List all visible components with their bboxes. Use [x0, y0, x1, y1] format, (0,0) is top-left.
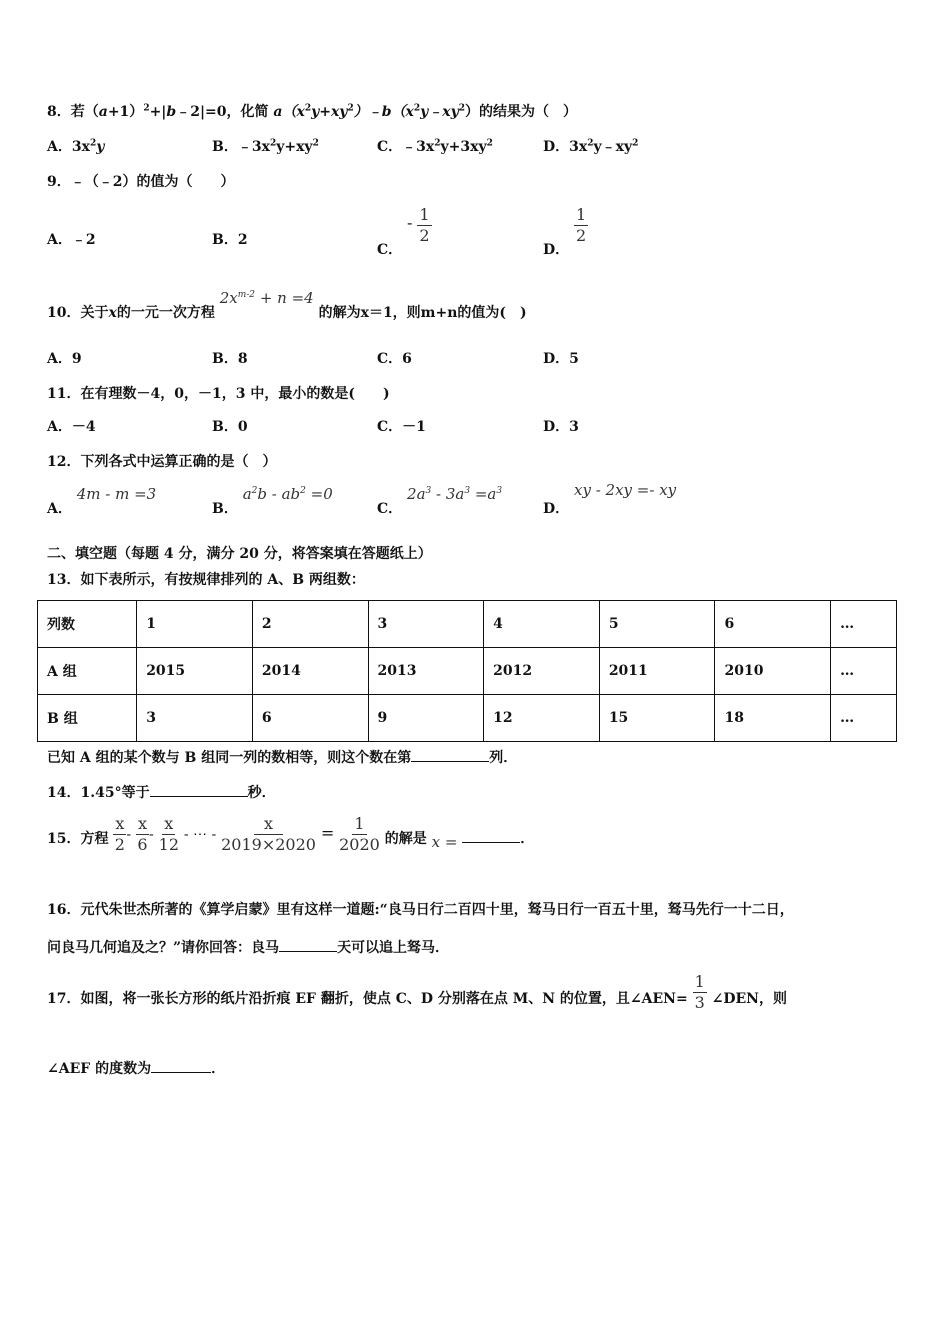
q10-option-c[interactable]: C．6: [377, 351, 412, 367]
fraction: $\frac{1}{2}$: [576, 205, 587, 245]
table-cell: 2011: [599, 648, 715, 695]
table-cell: 6: [252, 695, 368, 742]
q17-line2: ∠AEF 的度数为 ．: [47, 1061, 226, 1077]
table-cell: …: [831, 695, 897, 742]
q13-stem: 13．如下表所示，有按规律排列的 A、B 两组数：: [47, 572, 365, 588]
q9-option-d[interactable]: D． $\frac{1}{2}$: [543, 205, 587, 258]
q13-question: 已知 A 组的某个数与 B 组同一列的数相等，则这个数在第 列．: [47, 750, 518, 766]
table-cell: 2012: [484, 648, 600, 695]
table-cell: 列数: [38, 601, 137, 648]
q9-stem: 9．﹣（﹣2）的值为（ ）: [47, 174, 235, 190]
q17-line1: 17．如图，将一张长方形的纸片沿折痕 EF 翻折，使点 C、D 分别落在点 M、N 的位置，且∠AEN= $\frac{1}{3}$ ∠DEN，则: [47, 972, 787, 1012]
table-cell: …: [831, 648, 897, 695]
q12-option-b[interactable]: B． $a^2b - ab^2 =0$: [212, 485, 333, 517]
q14: 14．1.45°等于 秒．: [47, 785, 276, 801]
table-row: [38, 648, 897, 695]
q10-option-d[interactable]: D．5: [543, 351, 579, 367]
q8-option-d[interactable]: D．$3x^2y﹣xy^2$: [543, 138, 639, 155]
table-cell: 5: [599, 601, 715, 648]
answer-blank[interactable]: [150, 784, 248, 797]
q12-stem: 12．下列各式中运算正确的是（ ）: [47, 454, 277, 470]
table-cell: 2013: [368, 648, 484, 695]
q11-option-a[interactable]: A．－4: [47, 419, 96, 435]
table-cell: 15: [599, 695, 715, 742]
q11-option-d[interactable]: D．3: [543, 419, 579, 435]
table-cell: 3: [368, 601, 484, 648]
table-cell: …: [831, 601, 897, 648]
q8-option-c[interactable]: C．$﹣3x^2y+3xy^2$: [377, 138, 493, 155]
q8-option-a[interactable]: A．$3x^2y$: [47, 138, 105, 155]
q15: 15．方程 $\frac{x}{2}$ - $\frac{x}{6}$ - $\frac{x}{12}$ - ⋯ - $\frac{x}{2019\times 2020}$ = $\frac{1}{2020}$ 的解是 x = ．: [47, 814, 535, 854]
q10-option-b[interactable]: B．8: [212, 351, 248, 367]
fraction: $\frac{x}{12}$: [158, 814, 179, 854]
table-cell: 3: [137, 695, 253, 742]
table-row: [38, 695, 897, 742]
section-heading: 二、填空题（每题 4 分，满分 20 分，将答案填在答题纸上）: [47, 546, 432, 562]
fraction: $\frac{1}{2020}$: [339, 814, 380, 854]
fraction: $\frac{1}{3}$: [694, 972, 705, 1012]
table-cell: 4: [484, 601, 600, 648]
fraction: $\frac{x}{6}$: [137, 814, 148, 854]
table-cell: 9: [368, 695, 484, 742]
q11-stem: 11．在有理数－4，0，－1，3 中，最小的数是( ): [47, 386, 390, 402]
q12-option-a[interactable]: A． 4m - m =3: [47, 485, 157, 517]
answer-blank[interactable]: [411, 749, 489, 762]
fraction: $\frac{1}{2}$: [419, 205, 430, 245]
table-cell: 2010: [715, 648, 831, 695]
answer-blank[interactable]: [151, 1060, 211, 1073]
q11-option-b[interactable]: B．0: [212, 419, 248, 435]
table-cell: B 组: [38, 695, 137, 742]
table-cell: 1: [137, 601, 253, 648]
table-cell: 2014: [252, 648, 368, 695]
q16-line2: 问良马几何追及之？”请你回答：良马 天可以追上驽马．: [47, 940, 450, 956]
q9-option-b[interactable]: B．2: [212, 232, 248, 248]
answer-blank[interactable]: [462, 830, 520, 843]
table-row: [38, 601, 897, 648]
q10-option-a[interactable]: A．9: [47, 351, 82, 367]
q10-stem: 10．关于x的一元一次方程 $2x^{m-2} + n =4$ 的解为x＝1，则m+n的值为( ): [47, 289, 527, 321]
q12-options: [47, 481, 907, 518]
q16-line1: 16．元代朱世杰所著的《算学启蒙》里有这样一道题:“良马日行二百四十里，驽马日行一百五十里，驽马先行一十二日，: [47, 902, 794, 918]
table-cell: 2015: [137, 648, 253, 695]
q12-option-c[interactable]: C． $2a^3 - 3a^3 =a^3$: [377, 485, 503, 517]
table-cell: 2: [252, 601, 368, 648]
fraction: $\frac{x}{2}$: [114, 814, 125, 854]
table-cell: 12: [484, 695, 600, 742]
table-cell: 18: [715, 695, 831, 742]
q8-stem: 8．若$(a+1)^2+|b﹣2|=0$，化简 $a(x^2y+xy^2)﹣b(x^2y﹣xy^2)$的结果为（ ）: [47, 103, 577, 120]
q9-options: [47, 205, 907, 258]
table-cell: A 组: [38, 648, 137, 695]
q9-option-a[interactable]: A．﹣2: [47, 232, 96, 248]
answer-blank[interactable]: [279, 939, 337, 952]
q11-option-c[interactable]: C．－1: [377, 419, 426, 435]
fraction: $\frac{x}{2019\times 2020}$: [221, 814, 316, 854]
q9-option-c[interactable]: C． - $\frac{1}{2}$: [377, 205, 430, 258]
table-cell: 6: [715, 601, 831, 648]
q12-option-d[interactable]: D． xy - 2xy =- xy: [543, 481, 677, 517]
q8-option-b[interactable]: B．$﹣3x^2y+xy^2$: [212, 138, 319, 155]
q13-table: [37, 600, 897, 742]
q10-equation: $2x^{m-2} + n =4$: [219, 289, 314, 307]
